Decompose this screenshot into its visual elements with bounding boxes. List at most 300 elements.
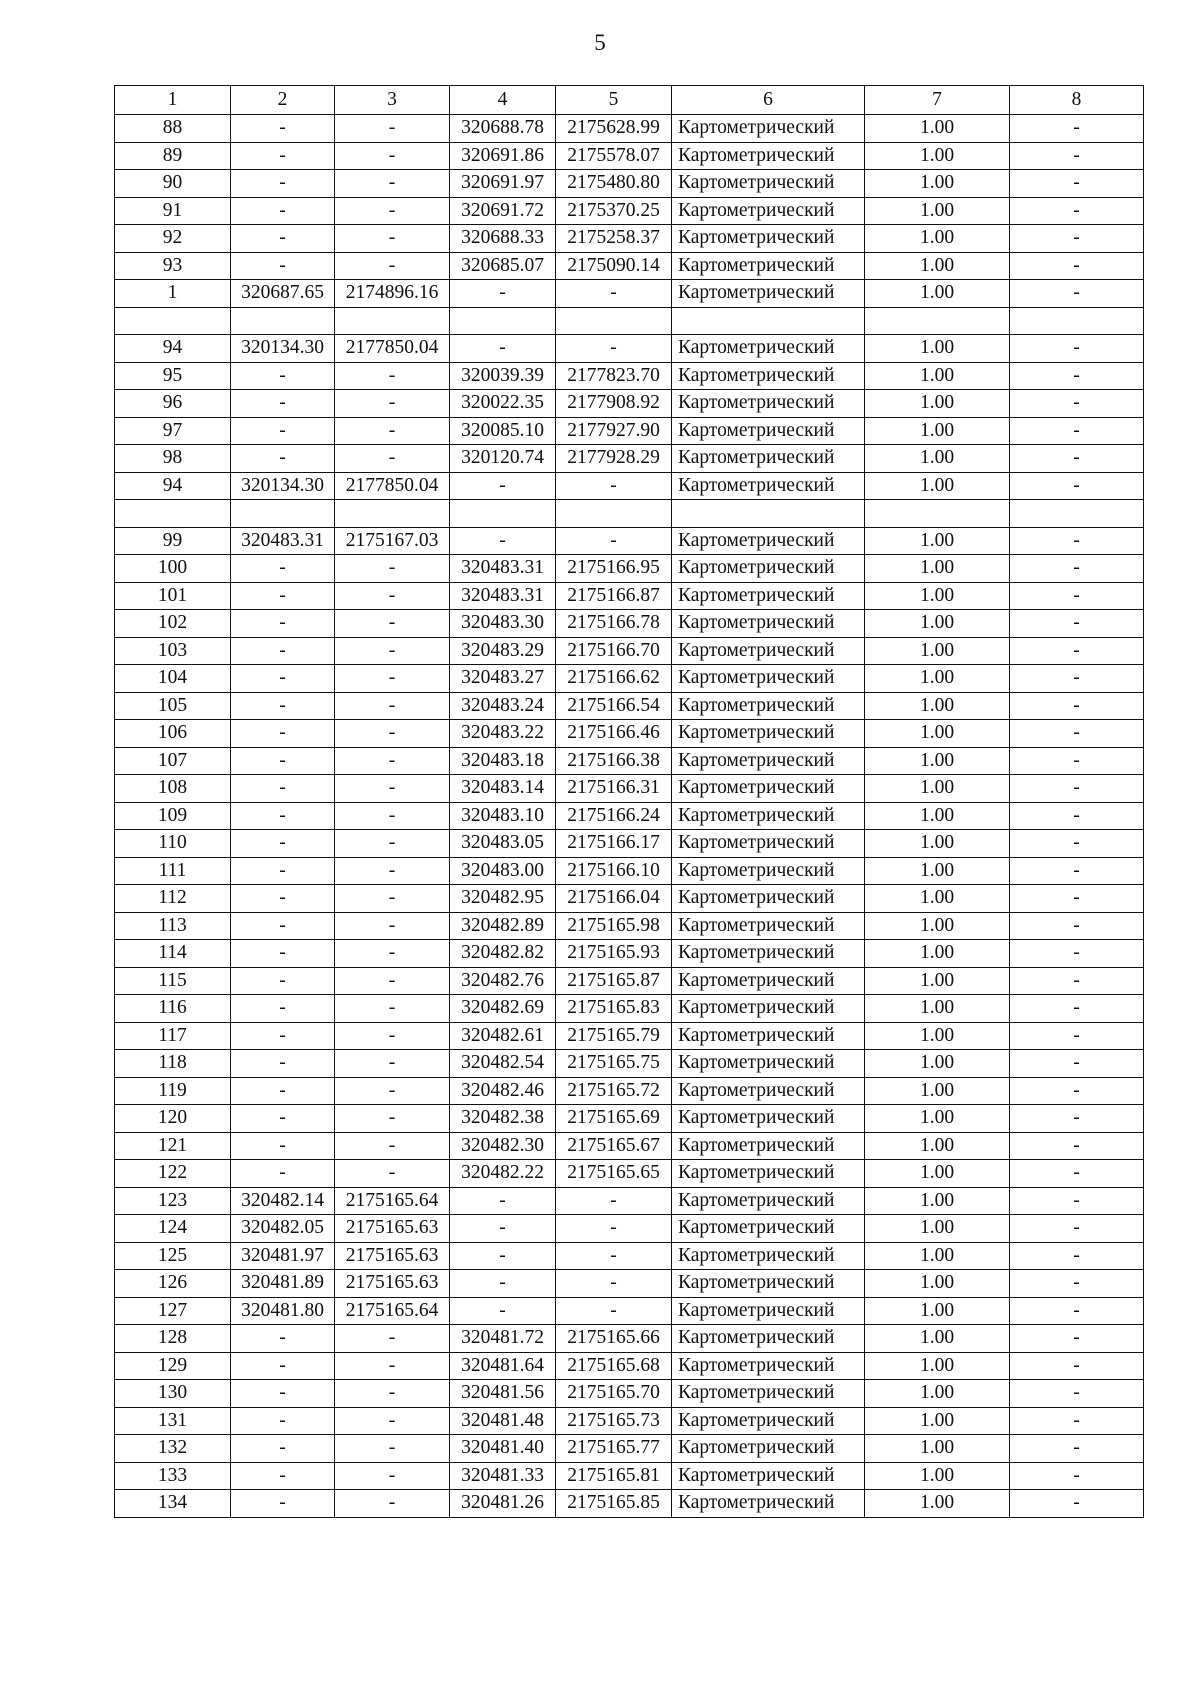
- y-new-cell: 2175166.46: [556, 720, 672, 748]
- accuracy-cell: 1.00: [865, 390, 1010, 418]
- table-row: [115, 170, 1144, 198]
- y-existing-cell: -: [335, 142, 450, 170]
- point-number-cell: 97: [115, 417, 231, 445]
- table-row: [115, 417, 1144, 445]
- table-row: [115, 720, 1144, 748]
- method-cell: Картометрический: [672, 390, 865, 418]
- y-new-cell: -: [556, 1215, 672, 1243]
- description-cell: -: [1010, 1187, 1144, 1215]
- table-row: [115, 307, 1144, 335]
- accuracy-cell: 1.00: [865, 775, 1010, 803]
- method-cell: Картометрический: [672, 280, 865, 308]
- point-number-cell: 119: [115, 1077, 231, 1105]
- method-cell: Картометрический: [672, 1187, 865, 1215]
- y-new-cell: 2175258.37: [556, 225, 672, 253]
- y-new-cell: 2175166.31: [556, 775, 672, 803]
- point-number-cell: 107: [115, 747, 231, 775]
- method-cell: Картометрический: [672, 637, 865, 665]
- accuracy-cell: 1.00: [865, 1022, 1010, 1050]
- x-new-cell: 320481.48: [450, 1407, 556, 1435]
- x-existing-cell: -: [231, 1325, 335, 1353]
- x-existing-cell: -: [231, 1050, 335, 1078]
- y-new-cell: 2175165.81: [556, 1462, 672, 1490]
- point-number-cell: 111: [115, 857, 231, 885]
- y-new-cell: 2175166.54: [556, 692, 672, 720]
- accuracy-cell: 1.00: [865, 252, 1010, 280]
- accuracy-cell: 1.00: [865, 1132, 1010, 1160]
- description-cell: -: [1010, 747, 1144, 775]
- header-cell: 2: [231, 86, 335, 115]
- accuracy-cell: 1.00: [865, 940, 1010, 968]
- y-new-cell: 2175165.93: [556, 940, 672, 968]
- accuracy-cell: 1.00: [865, 1297, 1010, 1325]
- method-cell: Картометрический: [672, 582, 865, 610]
- x-new-cell: -: [450, 280, 556, 308]
- table-row: [115, 1407, 1144, 1435]
- x-existing-cell: 320482.05: [231, 1215, 335, 1243]
- x-existing-cell: -: [231, 830, 335, 858]
- method-cell: Картометрический: [672, 527, 865, 555]
- y-new-cell: -: [556, 280, 672, 308]
- x-new-cell: 320688.78: [450, 115, 556, 143]
- x-new-cell: 320483.22: [450, 720, 556, 748]
- y-existing-cell: -: [335, 775, 450, 803]
- description-cell: -: [1010, 252, 1144, 280]
- point-number-cell: [115, 307, 231, 335]
- table-row: [115, 445, 1144, 473]
- table-row: [115, 885, 1144, 913]
- table-row: [115, 775, 1144, 803]
- y-new-cell: 2175165.98: [556, 912, 672, 940]
- y-existing-cell: -: [335, 857, 450, 885]
- accuracy-cell: 1.00: [865, 362, 1010, 390]
- point-number-cell: 113: [115, 912, 231, 940]
- y-new-cell: 2175166.24: [556, 802, 672, 830]
- y-existing-cell: -: [335, 720, 450, 748]
- accuracy-cell: 1.00: [865, 995, 1010, 1023]
- point-number-cell: 91: [115, 197, 231, 225]
- description-cell: -: [1010, 1462, 1144, 1490]
- x-existing-cell: -: [231, 142, 335, 170]
- y-existing-cell: -: [335, 115, 450, 143]
- x-existing-cell: [231, 307, 335, 335]
- method-cell: Картометрический: [672, 775, 865, 803]
- method-cell: Картометрический: [672, 747, 865, 775]
- point-number-cell: 104: [115, 665, 231, 693]
- accuracy-cell: 1.00: [865, 747, 1010, 775]
- x-new-cell: 320481.56: [450, 1380, 556, 1408]
- point-number-cell: 133: [115, 1462, 231, 1490]
- description-cell: -: [1010, 802, 1144, 830]
- y-new-cell: -: [556, 1242, 672, 1270]
- x-new-cell: 320022.35: [450, 390, 556, 418]
- x-new-cell: 320483.31: [450, 555, 556, 583]
- x-existing-cell: -: [231, 1352, 335, 1380]
- x-existing-cell: -: [231, 362, 335, 390]
- x-existing-cell: -: [231, 610, 335, 638]
- y-new-cell: 2175166.70: [556, 637, 672, 665]
- y-existing-cell: -: [335, 555, 450, 583]
- x-new-cell: 320481.64: [450, 1352, 556, 1380]
- description-cell: -: [1010, 472, 1144, 500]
- description-cell: -: [1010, 940, 1144, 968]
- x-new-cell: 320483.00: [450, 857, 556, 885]
- y-new-cell: 2175165.77: [556, 1435, 672, 1463]
- table-row: [115, 1435, 1144, 1463]
- table-row: [115, 1270, 1144, 1298]
- point-number-cell: 102: [115, 610, 231, 638]
- point-number-cell: 94: [115, 472, 231, 500]
- x-new-cell: 320482.30: [450, 1132, 556, 1160]
- y-existing-cell: -: [335, 170, 450, 198]
- y-existing-cell: -: [335, 967, 450, 995]
- description-cell: -: [1010, 335, 1144, 363]
- x-new-cell: 320483.18: [450, 747, 556, 775]
- y-existing-cell: -: [335, 225, 450, 253]
- x-existing-cell: -: [231, 912, 335, 940]
- table-row: [115, 1077, 1144, 1105]
- table-row: [115, 500, 1144, 528]
- method-cell: Картометрический: [672, 1490, 865, 1518]
- point-number-cell: 99: [115, 527, 231, 555]
- method-cell: Картометрический: [672, 1242, 865, 1270]
- x-existing-cell: -: [231, 967, 335, 995]
- point-number-cell: 103: [115, 637, 231, 665]
- point-number-cell: 114: [115, 940, 231, 968]
- x-new-cell: 320483.05: [450, 830, 556, 858]
- x-existing-cell: -: [231, 1435, 335, 1463]
- point-number-cell: 118: [115, 1050, 231, 1078]
- x-existing-cell: 320134.30: [231, 335, 335, 363]
- x-new-cell: 320481.40: [450, 1435, 556, 1463]
- header-cell: 3: [335, 86, 450, 115]
- method-cell: Картометрический: [672, 1050, 865, 1078]
- method-cell: Картометрический: [672, 1022, 865, 1050]
- accuracy-cell: 1.00: [865, 197, 1010, 225]
- table-row: [115, 390, 1144, 418]
- x-new-cell: 320482.22: [450, 1160, 556, 1188]
- x-existing-cell: -: [231, 390, 335, 418]
- point-number-cell: 90: [115, 170, 231, 198]
- y-existing-cell: 2175165.64: [335, 1187, 450, 1215]
- point-number-cell: 115: [115, 967, 231, 995]
- y-new-cell: 2175165.66: [556, 1325, 672, 1353]
- x-existing-cell: -: [231, 1105, 335, 1133]
- y-new-cell: -: [556, 1187, 672, 1215]
- x-existing-cell: -: [231, 1380, 335, 1408]
- point-number-cell: 88: [115, 115, 231, 143]
- y-new-cell: 2175165.73: [556, 1407, 672, 1435]
- x-existing-cell: -: [231, 225, 335, 253]
- y-new-cell: 2175165.67: [556, 1132, 672, 1160]
- method-cell: Картометрический: [672, 1325, 865, 1353]
- y-new-cell: 2175165.65: [556, 1160, 672, 1188]
- x-new-cell: 320482.89: [450, 912, 556, 940]
- description-cell: -: [1010, 1435, 1144, 1463]
- x-new-cell: 320481.33: [450, 1462, 556, 1490]
- x-new-cell: 320483.14: [450, 775, 556, 803]
- x-new-cell: [450, 500, 556, 528]
- method-cell: Картометрический: [672, 1380, 865, 1408]
- y-existing-cell: -: [335, 885, 450, 913]
- y-existing-cell: -: [335, 995, 450, 1023]
- header-cell: 4: [450, 86, 556, 115]
- accuracy-cell: 1.00: [865, 1242, 1010, 1270]
- y-existing-cell: -: [335, 912, 450, 940]
- y-existing-cell: -: [335, 417, 450, 445]
- description-cell: -: [1010, 170, 1144, 198]
- accuracy-cell: 1.00: [865, 692, 1010, 720]
- x-new-cell: 320483.27: [450, 665, 556, 693]
- y-new-cell: 2175165.69: [556, 1105, 672, 1133]
- y-existing-cell: -: [335, 940, 450, 968]
- table-row: [115, 637, 1144, 665]
- accuracy-cell: 1.00: [865, 1325, 1010, 1353]
- accuracy-cell: 1.00: [865, 830, 1010, 858]
- point-number-cell: 93: [115, 252, 231, 280]
- table-row: [115, 1462, 1144, 1490]
- y-existing-cell: -: [335, 802, 450, 830]
- y-existing-cell: -: [335, 1132, 450, 1160]
- description-cell: -: [1010, 1242, 1144, 1270]
- description-cell: -: [1010, 1325, 1144, 1353]
- description-cell: -: [1010, 1215, 1144, 1243]
- description-cell: -: [1010, 610, 1144, 638]
- accuracy-cell: 1.00: [865, 1380, 1010, 1408]
- x-existing-cell: -: [231, 720, 335, 748]
- description-cell: -: [1010, 1352, 1144, 1380]
- y-new-cell: 2175166.78: [556, 610, 672, 638]
- table-row: [115, 582, 1144, 610]
- x-existing-cell: -: [231, 445, 335, 473]
- page-number: 5: [594, 30, 606, 55]
- y-existing-cell: 2177850.04: [335, 335, 450, 363]
- accuracy-cell: 1.00: [865, 967, 1010, 995]
- x-new-cell: 320481.26: [450, 1490, 556, 1518]
- point-number-cell: 98: [115, 445, 231, 473]
- description-cell: -: [1010, 1022, 1144, 1050]
- x-new-cell: 320691.97: [450, 170, 556, 198]
- table-row: [115, 1242, 1144, 1270]
- table-row: [115, 1352, 1144, 1380]
- x-new-cell: 320482.69: [450, 995, 556, 1023]
- table-row: [115, 1132, 1144, 1160]
- description-cell: -: [1010, 1380, 1144, 1408]
- description-cell: -: [1010, 280, 1144, 308]
- x-existing-cell: 320134.30: [231, 472, 335, 500]
- point-number-cell: [115, 500, 231, 528]
- table-row: [115, 335, 1144, 363]
- y-existing-cell: -: [335, 582, 450, 610]
- method-cell: Картометрический: [672, 362, 865, 390]
- y-new-cell: 2175628.99: [556, 115, 672, 143]
- accuracy-cell: 1.00: [865, 1270, 1010, 1298]
- y-new-cell: 2175166.62: [556, 665, 672, 693]
- y-new-cell: 2175165.83: [556, 995, 672, 1023]
- y-existing-cell: -: [335, 252, 450, 280]
- x-existing-cell: 320482.14: [231, 1187, 335, 1215]
- accuracy-cell: 1.00: [865, 1490, 1010, 1518]
- description-cell: -: [1010, 967, 1144, 995]
- table-row: [115, 857, 1144, 885]
- point-number-cell: 95: [115, 362, 231, 390]
- method-cell: Картометрический: [672, 610, 865, 638]
- header-cell: 6: [672, 86, 865, 115]
- method-cell: Картометрический: [672, 885, 865, 913]
- accuracy-cell: 1.00: [865, 1105, 1010, 1133]
- y-existing-cell: -: [335, 1380, 450, 1408]
- description-cell: -: [1010, 1297, 1144, 1325]
- x-existing-cell: 320483.31: [231, 527, 335, 555]
- point-number-cell: 106: [115, 720, 231, 748]
- method-cell: Картометрический: [672, 197, 865, 225]
- accuracy-cell: 1.00: [865, 1215, 1010, 1243]
- point-number-cell: 130: [115, 1380, 231, 1408]
- method-cell: Картометрический: [672, 692, 865, 720]
- accuracy-cell: 1.00: [865, 115, 1010, 143]
- y-existing-cell: -: [335, 1105, 450, 1133]
- table-row: [115, 747, 1144, 775]
- accuracy-cell: 1.00: [865, 280, 1010, 308]
- method-cell: [672, 500, 865, 528]
- x-existing-cell: -: [231, 197, 335, 225]
- y-existing-cell: -: [335, 390, 450, 418]
- point-number-cell: 122: [115, 1160, 231, 1188]
- point-number-cell: 125: [115, 1242, 231, 1270]
- point-number-cell: 96: [115, 390, 231, 418]
- table-header-row: [115, 86, 1144, 115]
- description-cell: -: [1010, 720, 1144, 748]
- accuracy-cell: 1.00: [865, 142, 1010, 170]
- point-number-cell: 134: [115, 1490, 231, 1518]
- y-existing-cell: -: [335, 362, 450, 390]
- x-new-cell: -: [450, 1242, 556, 1270]
- table-row: [115, 610, 1144, 638]
- header-cell: 5: [556, 86, 672, 115]
- x-existing-cell: -: [231, 885, 335, 913]
- table-row: [115, 252, 1144, 280]
- description-cell: -: [1010, 1077, 1144, 1105]
- description-cell: -: [1010, 1050, 1144, 1078]
- y-existing-cell: -: [335, 1022, 450, 1050]
- x-existing-cell: -: [231, 637, 335, 665]
- description-cell: -: [1010, 197, 1144, 225]
- accuracy-cell: 1.00: [865, 555, 1010, 583]
- header-cell: 8: [1010, 86, 1144, 115]
- description-cell: -: [1010, 692, 1144, 720]
- point-number-cell: 1: [115, 280, 231, 308]
- table-row: [115, 1105, 1144, 1133]
- y-new-cell: -: [556, 1270, 672, 1298]
- y-existing-cell: -: [335, 445, 450, 473]
- x-new-cell: 320685.07: [450, 252, 556, 280]
- table-row: [115, 472, 1144, 500]
- accuracy-cell: 1.00: [865, 527, 1010, 555]
- x-existing-cell: -: [231, 1160, 335, 1188]
- y-existing-cell: -: [335, 747, 450, 775]
- x-existing-cell: -: [231, 940, 335, 968]
- method-cell: Картометрический: [672, 115, 865, 143]
- point-number-cell: 123: [115, 1187, 231, 1215]
- y-new-cell: 2175166.17: [556, 830, 672, 858]
- x-existing-cell: 320481.97: [231, 1242, 335, 1270]
- description-cell: -: [1010, 1132, 1144, 1160]
- description-cell: -: [1010, 142, 1144, 170]
- y-new-cell: -: [556, 527, 672, 555]
- description-cell: -: [1010, 390, 1144, 418]
- method-cell: Картометрический: [672, 445, 865, 473]
- x-new-cell: 320483.24: [450, 692, 556, 720]
- method-cell: Картометрический: [672, 995, 865, 1023]
- y-new-cell: 2175165.72: [556, 1077, 672, 1105]
- x-existing-cell: -: [231, 1407, 335, 1435]
- y-existing-cell: -: [335, 1077, 450, 1105]
- description-cell: -: [1010, 555, 1144, 583]
- y-new-cell: -: [556, 472, 672, 500]
- table-row: [115, 555, 1144, 583]
- x-existing-cell: -: [231, 857, 335, 885]
- point-number-cell: 117: [115, 1022, 231, 1050]
- y-existing-cell: [335, 307, 450, 335]
- x-new-cell: 320483.30: [450, 610, 556, 638]
- description-cell: -: [1010, 1160, 1144, 1188]
- x-existing-cell: -: [231, 417, 335, 445]
- y-new-cell: 2177908.92: [556, 390, 672, 418]
- point-number-cell: 89: [115, 142, 231, 170]
- method-cell: Картометрический: [672, 940, 865, 968]
- table-row: [115, 830, 1144, 858]
- method-cell: Картометрический: [672, 1105, 865, 1133]
- x-new-cell: -: [450, 1215, 556, 1243]
- method-cell: [672, 307, 865, 335]
- table-row: [115, 940, 1144, 968]
- point-number-cell: 121: [115, 1132, 231, 1160]
- method-cell: Картометрический: [672, 912, 865, 940]
- description-cell: -: [1010, 912, 1144, 940]
- point-number-cell: 127: [115, 1297, 231, 1325]
- description-cell: [1010, 307, 1144, 335]
- point-number-cell: 100: [115, 555, 231, 583]
- point-number-cell: 132: [115, 1435, 231, 1463]
- x-existing-cell: -: [231, 775, 335, 803]
- point-number-cell: 120: [115, 1105, 231, 1133]
- y-new-cell: 2177927.90: [556, 417, 672, 445]
- y-existing-cell: 2175167.03: [335, 527, 450, 555]
- x-new-cell: -: [450, 472, 556, 500]
- method-cell: Картометрический: [672, 830, 865, 858]
- x-existing-cell: -: [231, 802, 335, 830]
- method-cell: Картометрический: [672, 857, 865, 885]
- y-new-cell: [556, 307, 672, 335]
- accuracy-cell: 1.00: [865, 1462, 1010, 1490]
- y-existing-cell: 2177850.04: [335, 472, 450, 500]
- y-new-cell: 2175370.25: [556, 197, 672, 225]
- x-existing-cell: 320481.80: [231, 1297, 335, 1325]
- y-existing-cell: -: [335, 1490, 450, 1518]
- description-cell: -: [1010, 637, 1144, 665]
- y-existing-cell: 2174896.16: [335, 280, 450, 308]
- method-cell: Картометрический: [672, 555, 865, 583]
- accuracy-cell: 1.00: [865, 637, 1010, 665]
- description-cell: -: [1010, 830, 1144, 858]
- y-new-cell: 2175165.75: [556, 1050, 672, 1078]
- method-cell: Картометрический: [672, 802, 865, 830]
- method-cell: Картометрический: [672, 142, 865, 170]
- method-cell: Картометрический: [672, 472, 865, 500]
- table-row: [115, 967, 1144, 995]
- x-existing-cell: -: [231, 665, 335, 693]
- method-cell: Картометрический: [672, 1270, 865, 1298]
